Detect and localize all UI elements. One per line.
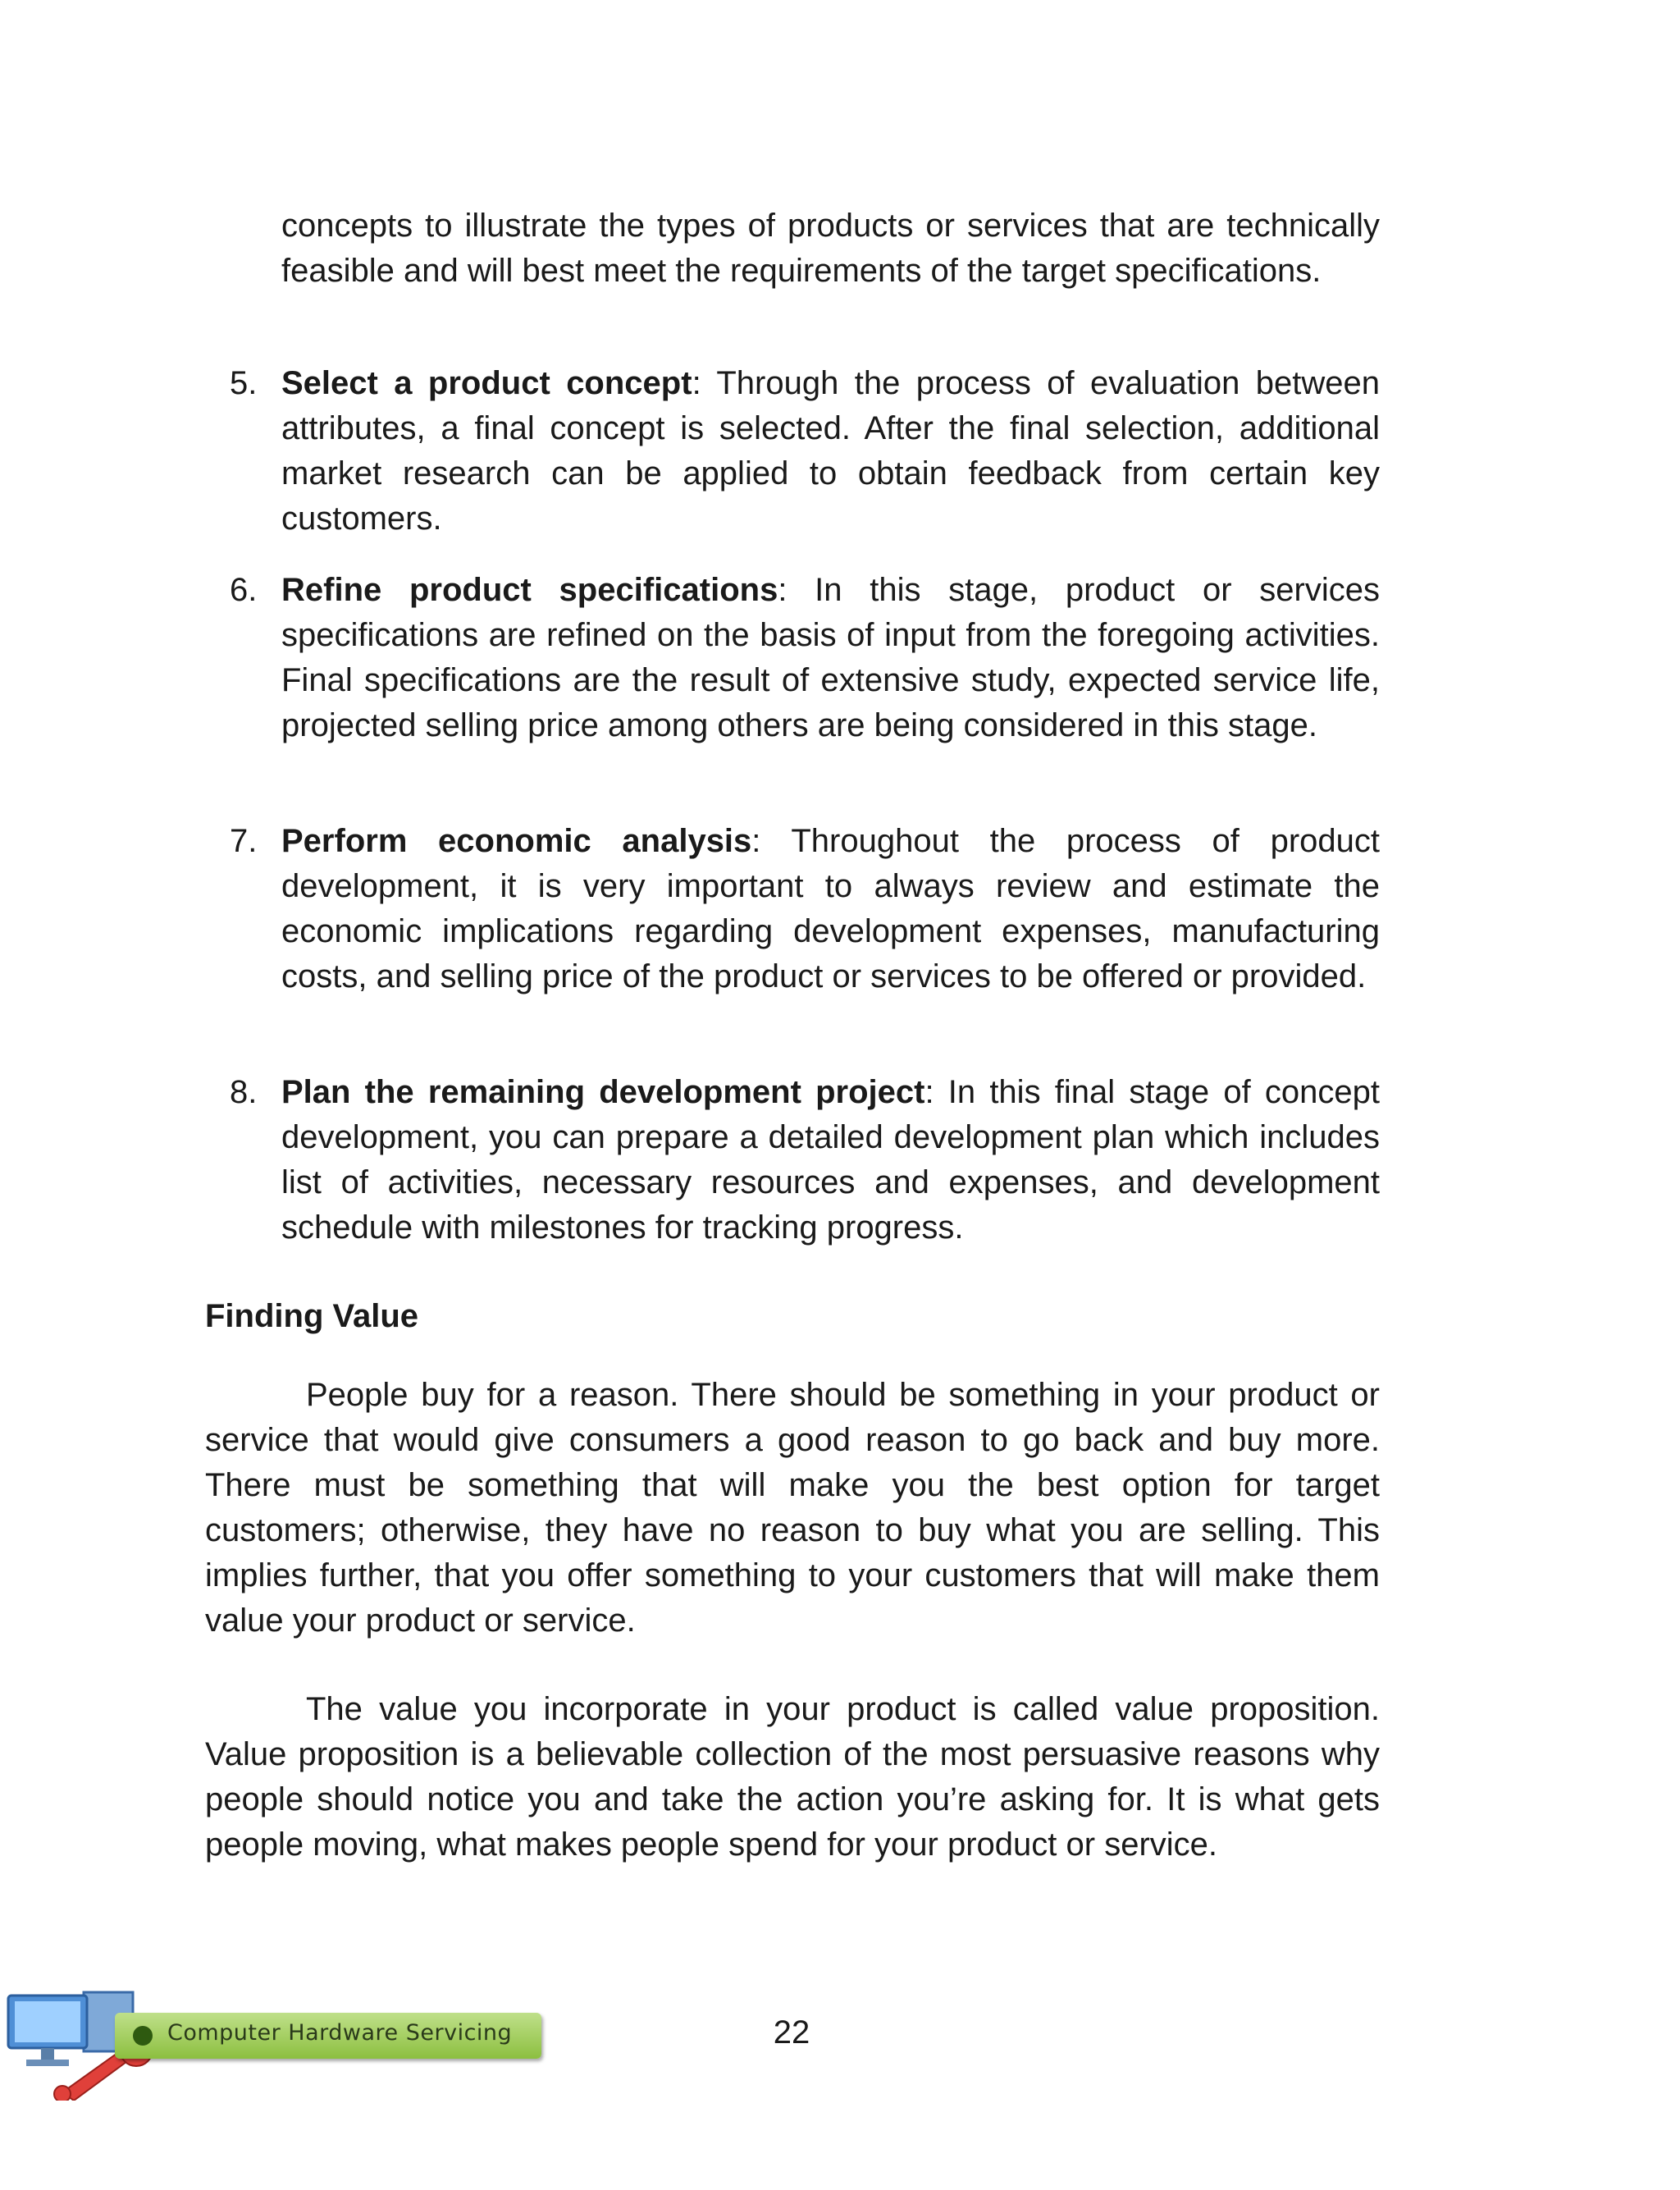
list-item-title: Perform economic analysis [281, 823, 752, 859]
list-item-4-continuation: concepts to illustrate the types of products or services that are technically feasible and will best meet the requirements of the target specifications. [281, 208, 1380, 289]
list-item-title: Refine product specifications [281, 572, 778, 608]
list-item-text: : Through the process of evaluation between attributes, a final concept is selected. After the final selection, additional market research can be applied to obtain feedback from certain key customers. [281, 365, 1381, 537]
list-number: 8. [230, 1074, 258, 1110]
paragraph: People buy for a reason. There should be something in your product or service that would give consumers a good reason to go back and buy more. There must be something that will make you the best option for target customers; otherwise, they have no reason to buy what you are selling. This implies further, that you offer something to your customers that will make them value your product or service. [205, 1377, 1380, 1639]
paragraph: The value you incorporate in your product is called value proposition. Value proposition is a believable collection of the most persuasive reasons why people should notice you and take the action you’re asking for. It is what gets people moving, what makes people spend for your product or service. [205, 1691, 1380, 1863]
page-number: 22 [773, 2014, 810, 2051]
list-item-7 [230, 819, 1380, 999]
list-item-title: Plan the remaining development project [281, 1074, 925, 1110]
badge-bullet-icon [133, 2026, 153, 2046]
list-item-text: : In this stage, product or services specifications are refined on the basis of input from the foregoing activities. Final specifications are the result of extensive study, expected service life, projected selling price among others are being considered in this stage. [281, 572, 1380, 743]
list-item-text: : In this final stage of concept development, you can prepare a detailed development plan which includes list of activities, necessary resources and expenses, and development schedule with milestones for tracking progress. [281, 1074, 1381, 1246]
list-item-title: Select a product concept [281, 365, 692, 401]
list-number: 6. [230, 572, 258, 608]
list-number: 7. [230, 823, 258, 859]
list-item-text: : Throughout the process of product development, it is very important to always review and estimate the economic implications regarding development expenses, manufacturing costs, and selling price of the product or services to be offered or provided. [281, 823, 1380, 994]
section-heading: Finding Value [205, 1298, 419, 1334]
footer-badge [115, 2013, 541, 2059]
list-item-6 [230, 568, 1380, 748]
list-item-8 [230, 1070, 1380, 1250]
list-number: 5. [230, 365, 258, 401]
list-item-5 [230, 361, 1380, 542]
footer-logo-text: Computer Hardware Servicing [167, 2020, 513, 2046]
